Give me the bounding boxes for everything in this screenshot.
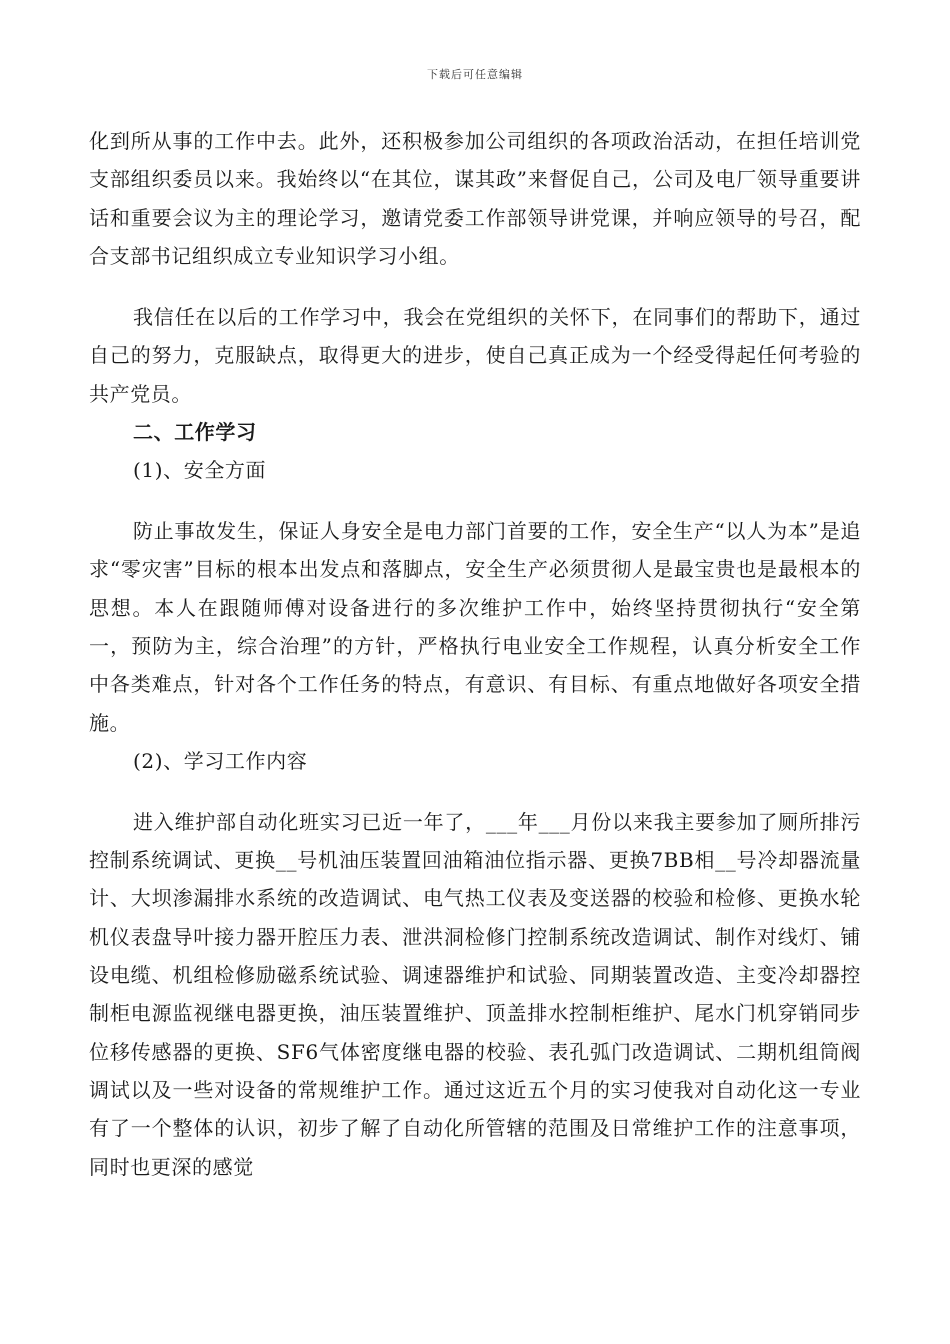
section-heading-work-study: 二、工作学习 [133, 420, 257, 445]
paragraph-study-content: 进入维护部自动化班实习已近一年了，___年___月份以来我主要参加了厕所排污控制系统调试、更换__号机油压装置回油箱油位指示器、更换7BB相__号冷却器流量计、大坝渗漏排水系统的改造调试、电气热工仪表及变送器的校验和检修、更换水轮机仪表盘导叶接力器开腔压力表、泄洪洞检修门控制系统改造调试、制作对线灯、铺设电缆、机组检修励磁系统试验、调速器维护和试验、同期装置改造、主变冷却器控制柜电源监视继电器更换，油压装置维护、顶盖排水控制柜维护、尾水门机穿销同步位移传感器的更换、SF6气体密度继电器的校验、表孔弧门改造调试、二期机组筒阀调试以及一些对设备的常规维护工作。通过这近五个月的实习使我对自动化这一专业有了一个整体的认识，初步了解了自动化所管辖的范围及日常维护工作的注意事项，同时也更深的感觉 [89, 809, 861, 1179]
document-body [89, 122, 861, 1186]
header-note: 下载后可任意编辑 [427, 68, 523, 81]
subheading-study-content: (2)、学习工作内容 [133, 748, 308, 773]
paragraph-safety: 防止事故发生，保证人身安全是电力部门首要的工作，安全生产“以人为本”是追求“零灾害”目标的根本出发点和落脚点，安全生产必须贯彻人是最宝贵也是最根本的思想。本人在跟随师傅对设备进行的多次维护工作中，始终坚持贯彻执行“安全第一，预防为主，综合治理”的方针，严格执行电业安全工作规程，认真分析安全工作中各类难点，针对各个工作任务的特点，有意识、有目标、有重点地做好各项安全措施。 [89, 519, 861, 735]
paragraph-political-activities: 化到所从事的工作中去。此外，还积极参加公司组织的各项政治活动，在担任培训党支部组织委员以来。我始终以“在其位，谋其政”来督促自己，公司及电厂领导重要讲话和重要会议为主的理论学习，邀请党委工作部领导讲党课，并响应领导的号召，配合支部书记组织成立专业知识学习小组。 [89, 129, 861, 268]
subheading-safety: (1)、安全方面 [133, 458, 267, 483]
paragraph-trust-future: 我信任在以后的工作学习中，我会在党组织的关怀下，在同事们的帮助下，通过自己的努力，克服缺点，取得更大的进步，使自己真正成为一个经受得起任何考验的共产党员。 [89, 305, 861, 406]
